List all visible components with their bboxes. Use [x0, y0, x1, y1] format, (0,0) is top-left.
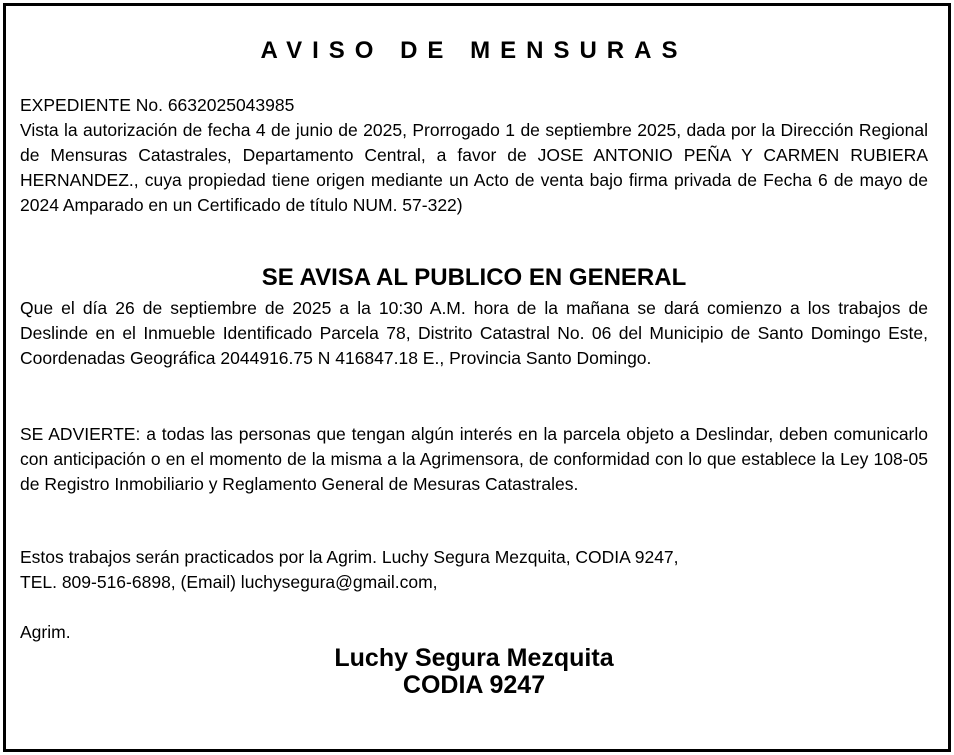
signature-codia: CODIA 9247	[402, 671, 546, 699]
agrim-label: Agrim.	[20, 622, 71, 642]
survey-date-text: Que el día 26 de septiembre de 2025 a la 10:30 A.M. hora de la mañana se dará comienzo a los trabajos de Deslinde en el Inmueble Identificado Parcela 78, Distrito Catastral No. 06 del Municipio de Santo Domingo Este, Coordenadas Geográfica 2044916.75 N 416847.18 E., Provincia Santo Domingo.	[20, 298, 928, 368]
agrim-label-block	[20, 620, 928, 645]
authorization-paragraph: Vista la autorización de fecha 4 de junio de 2025, Prorrogado 1 de septiembre 2025, dada por la Dirección Regional de Mensuras Catastrales, Departamento Central, a favor de JOSE ANTONIO PEÑA Y CARMEN RUBIERA HERNANDEZ., cuya propiedad tiene origen mediante un Acto de venta bajo firma privada de Fecha 6 de mayo de 2024 Amparado en un Certificado de título NUM. 57-322)	[20, 120, 928, 215]
public-notice-headline: SE AVISA AL PUBLICO EN GENERAL	[261, 264, 687, 291]
contact-line-1: Estos trabajos serán practicados por la Agrim. Luchy Segura Mezquita, CODIA 9247,	[20, 547, 679, 567]
authorization-block	[20, 93, 928, 218]
expediente-number: EXPEDIENTE No. 6632025043985	[20, 95, 295, 115]
survey-date-paragraph	[20, 296, 928, 371]
contact-line-2: TEL. 809-516-6898, (Email) luchysegura@gmail.com,	[20, 572, 438, 592]
signature-block	[0, 645, 948, 699]
warning-text: SE ADVIERTE: a todas las personas que tengan algún interés en la parcela objeto a Deslindar, deben comunicarlo con anticipación o en el momento de la misma a la Agrimensora, de conformidad con lo que establece la Ley 108-05 de Registro Inmobiliario y Reglamento General de Mesuras Catastrales.	[20, 424, 928, 494]
notice-title: AVISO DE MENSURAS	[260, 37, 688, 64]
signature-name: Luchy Segura Mezquita	[334, 644, 614, 672]
contact-block	[20, 545, 928, 595]
warning-paragraph	[20, 422, 928, 497]
